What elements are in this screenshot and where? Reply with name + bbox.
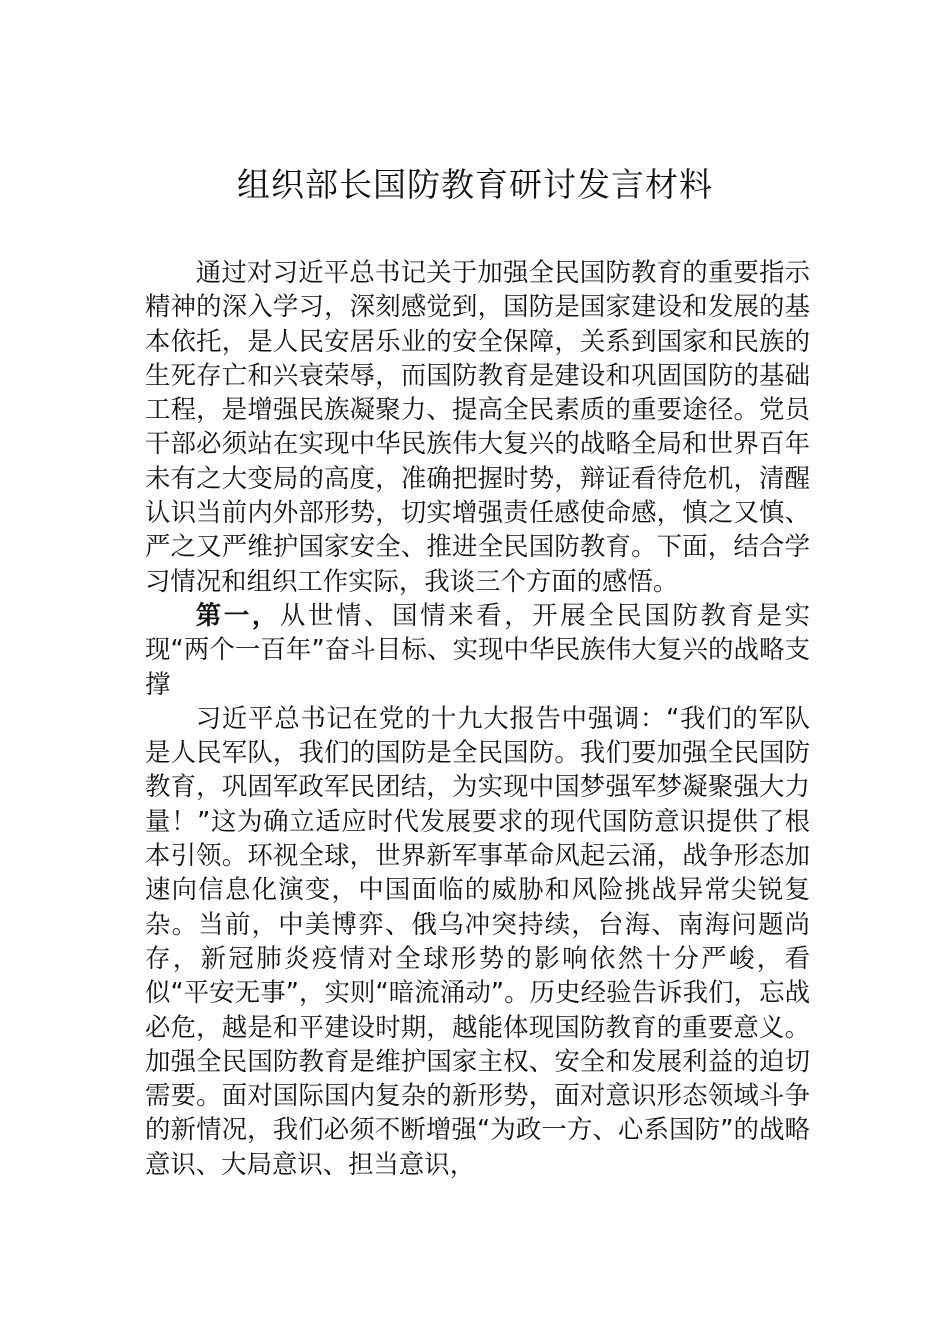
section-heading-text: 从世情、国情来看，开展全民国防教育是实现“两个一百年”奋斗目标、实现中华民族伟大复兴的战略支撑 (145, 599, 811, 699)
paragraph-intro (145, 255, 810, 598)
document-body (145, 255, 810, 1181)
paragraph-intro-text: 通过对习近平总书记关于加强全民国防教育的重要指示精神的深入学习，深刻感觉到，国防是国家建设和发展的基本依托，是人民安居乐业的安全保障，关系到国家和民族的生死存亡和兴衰荣辱，而国防教育是建设和巩固国防的基础工程，是增强民族凝聚力、提高全民素质的重要途径。党员干部必须站在实现中华民族伟大复兴的战略全局和世界百年未有之大变局的高度，准确把握时势，辩证看待危机，清醒认识当前内外部形势，切实增强责任感使命感，慎之又慎、严之又严维护国家安全、推进全民国防教育。下面，结合学习情况和组织工作实际，我谈三个方面的感悟。 (145, 257, 810, 596)
paragraph-section-one-text: 习近平总书记在党的十九大报告中强调：“我们的军队是人民军队，我们的国防是全民国防。我们要加强全民国防教育，巩固军政军民团结，为实现中国梦强军梦凝聚强大力量！”这为确立适应时代发展要求的现代国防意识提供了根本引领。环视全球，世界新军事革命风起云涌，战争形态加速向信息化演变，中国面临的威胁和风险挑战异常尖锐复杂。当前，中美博弈、俄乌冲突持续，台海、南海问题尚存，新冠肺炎疫情对全球形势的影响依然十分严峻，看似“平安无事”，实则“暗流涌动”。历史经验告诉我们，忘战必危，越是和平建设时期，越能体现国防教育的重要意义。加强全民国防教育是维护国家主权、安全和发展利益的迫切需要。面对国际国内复杂的新形势，面对意识形态领域斗争的新情况，我们必须不断增强“为政一方、心系国防”的战略意识、大局意识、担当意识， (145, 702, 810, 1179)
section-heading-lead: 第一， (195, 599, 280, 630)
section-heading-first (145, 598, 810, 701)
document-title: 组织部长国防教育研讨发言材料 (237, 165, 713, 204)
paragraph-section-one (145, 701, 810, 1181)
